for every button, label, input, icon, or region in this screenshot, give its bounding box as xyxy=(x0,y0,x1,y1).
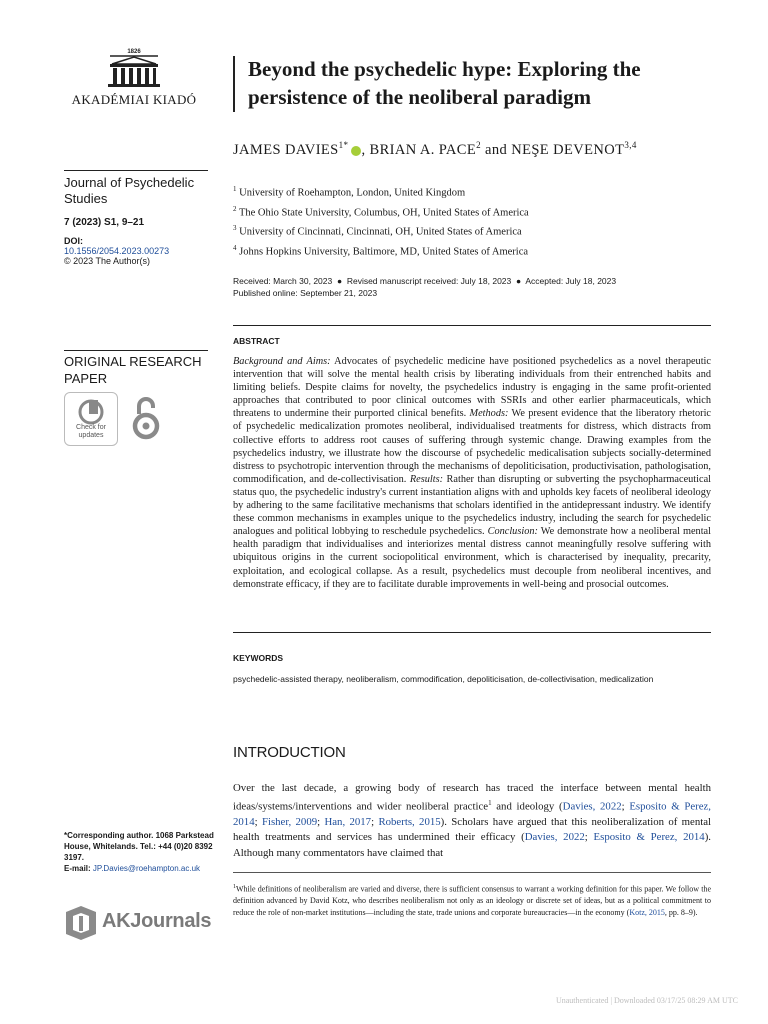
download-stamp: Unauthenticated | Downloaded 03/17/25 08:29 AM UTC xyxy=(555,996,738,1005)
journal-title: Journal of Psychedelic Studies xyxy=(64,175,195,206)
received-date: Received: March 30, 2023 xyxy=(233,276,333,286)
affiliation-item: $^4$ Johns Hopkins University, Baltimore, MD, United States of America xyxy=(233,243,529,257)
check-updates-icon xyxy=(76,397,106,427)
orcid-icon[interactable] xyxy=(351,146,361,156)
revised-date: Revised manuscript received: July 18, 2023 xyxy=(346,276,512,286)
journal-info xyxy=(64,170,208,266)
title-rule xyxy=(233,56,235,112)
accepted-date: Accepted: July 18, 2023 xyxy=(525,276,617,286)
badges xyxy=(64,392,214,448)
author-name: and NEŞE DEVENOT xyxy=(481,141,625,158)
akjournals-icon xyxy=(64,904,98,940)
footnote-rule xyxy=(233,872,711,873)
publisher-logo xyxy=(64,46,204,108)
author-sup: 2 xyxy=(476,140,482,150)
author-sup: 1* xyxy=(338,140,349,150)
keywords-list: psychedelic-assisted therapy, neoliberalism, commodification, depoliticisation, de-collectivisation, medicalization xyxy=(233,674,654,684)
published-date: Published online: September 21, 2023 xyxy=(233,288,378,298)
footnote: $^1$While definitions of neoliberalism are varied and diverse, there is sufficient consensus to warrant a working definition for this paper. We follow the definition advanced by David Kotz, who describes neoliberalism not only as an ideology or discrete set of ideas, but as a political commitment to reduce the role of non-market institutions—including the state, trade unions and corporate bureaucracies—in the economy (Kotz, 2015, pp. 8–9). xyxy=(233,884,711,917)
author-name: JAMES DAVIES xyxy=(233,141,339,158)
akjournals-brand: AKJournals xyxy=(102,910,212,932)
affiliations xyxy=(233,185,713,263)
abstract-bottom-rule xyxy=(233,632,711,633)
journal-volume: 7 (2023) S1, 9–21 xyxy=(64,217,145,228)
citation-link[interactable]: Han, 2017 xyxy=(324,816,372,829)
affiliation-item: $^2$ The Ohio State University, Columbus, OH, United States of America xyxy=(233,204,529,218)
article-dates: Received: March 30, 2023 ● Revised manuscript received: July 18, 2023 ● Accepted: July 18, 2023 Published online: September 21, 2023 xyxy=(233,276,617,298)
citation-link[interactable]: Esposito & Perez, 2014 xyxy=(593,831,705,844)
correspondence-text: Corresponding author. 1068 Parkstead House, Whitelands. Tel.: +44 (0)20 8392 3197. xyxy=(64,831,214,862)
citation-link[interactable]: Kotz, 2015 xyxy=(629,907,665,917)
affiliation-item: $^1$ University of Roehampton, London, United Kingdom xyxy=(233,185,466,199)
abstract-body: Background and Aims: Advocates of psychedelic medicine have positioned psychedelics as a novel therapeutic intervention that will solve the mental health crisis by liberating individuals from their entrenched habits and limiting beliefs. Despite claims for novelty, the psychedelics industry is engaging in the same profit-oriented approaches that contributed to poor clinical outcomes with SSRIs and other earlier pharmaceuticals, which threatens to undermine their purported clinical benefits. Methods: We present evidence that the liberatory rhetoric of psychedelic medicalization promotes neoliberal, individualised treatments for distress, which distracts from collective efforts to address root causes of suffering through systemic change. Drawing examples from the psychedelics industry, we illustrate how the discourse of psychedelic medicalisation subjects socially-determined distress to psychotropic intervention through the mechanisms of depoliticisation, productivisation, pathologisation, commodification, and de-collectivisation. Results: Rather than disrupting or subverting the psychopharmaceutical status quo, the psychedelic industry's current instantiation aligns with and upholds key facets of neoliberal ideology by adhering to the same facilitative mechanisms that scholars identified in the antidepressant industry. We identify these common mechanisms in examples unique to the psychedelics industry, including the search for psychedelic analogues and political lobbying to reschedule psychedelics. Conclusion: We demonstrate how a neoliberal mental health paradigm that individualises and interiorizes mental distress cannot meaningfully resolve suffering with ubiquitous origins in the current sociopolitical environment, which is characterised by inequality, precarity, exploitation, and ecological collapse. As a result, psychedelics must decouple from neoliberal incentives, and demonstrate efficacy, if they are to facilitate durable improvements in well-being and prosocial outcomes. xyxy=(233,356,712,590)
akjournals-logo xyxy=(64,904,212,945)
academy-building-icon xyxy=(104,46,164,90)
introduction-heading: INTRODUCTION xyxy=(233,744,346,761)
introduction-text: Over the last decade, a growing body of research has traced the interface between mental health ideas/systems/interventions and wider neoliberal practice$^1$ and ideology (Davies, 2022; Esposito & Perez, 2014; Fisher, 2009; Han, 2017; Roberts, 2015). Scholars have argued that this neoliberalization of mental health treatments and services has undermined their efficacy (Davies, 2022; Esposito & Perez, 2014). Although many commentators have claimed that xyxy=(233,782,712,859)
citation-link[interactable]: Davies, 2022 xyxy=(524,831,585,844)
check-for-updates-button[interactable] xyxy=(64,392,118,446)
affiliation-item: $^3$ University of Cincinnati, Cincinnati, OH, United States of America xyxy=(233,224,522,238)
corresponding-author xyxy=(64,830,214,874)
email-label: E-mail: xyxy=(64,864,93,873)
article-type: ORIGINAL RESEARCH PAPER xyxy=(64,350,208,387)
publisher-name: AKADÉMIAI KIADÓ xyxy=(71,92,197,107)
abstract-top-rule xyxy=(233,325,711,326)
author-list xyxy=(233,140,713,159)
citation-link[interactable]: Davies, 2022 xyxy=(562,800,622,813)
logo-year: 1826 xyxy=(127,49,141,55)
citation-link[interactable]: Roberts, 2015 xyxy=(378,816,441,829)
abstract-heading: ABSTRACT xyxy=(233,336,280,346)
keywords-heading: KEYWORDS xyxy=(233,653,284,663)
copyright: © 2023 The Author(s) xyxy=(64,256,151,266)
doi-link[interactable]: 10.1556/2054.2023.00273 xyxy=(64,246,170,256)
open-access-icon xyxy=(130,394,162,442)
citation-link[interactable]: Esposito & Perez, 2014 xyxy=(233,800,711,829)
email-link[interactable]: JP.Davies@roehampton.ac.uk xyxy=(92,864,201,873)
author-sup: 3,4 xyxy=(624,140,637,150)
check-updates-label: Check for updates xyxy=(76,424,106,439)
article-title: Beyond the psychedelic hype: Exploring the persistence of the neoliberal paradigm xyxy=(248,57,641,109)
footnote-ref[interactable]: 1 xyxy=(488,799,492,808)
doi-label: DOI: xyxy=(64,236,83,246)
asterisk: * xyxy=(64,831,68,840)
citation-link[interactable]: Fisher, 2009 xyxy=(261,816,318,829)
author-name: , BRIAN A. PACE xyxy=(361,141,477,158)
